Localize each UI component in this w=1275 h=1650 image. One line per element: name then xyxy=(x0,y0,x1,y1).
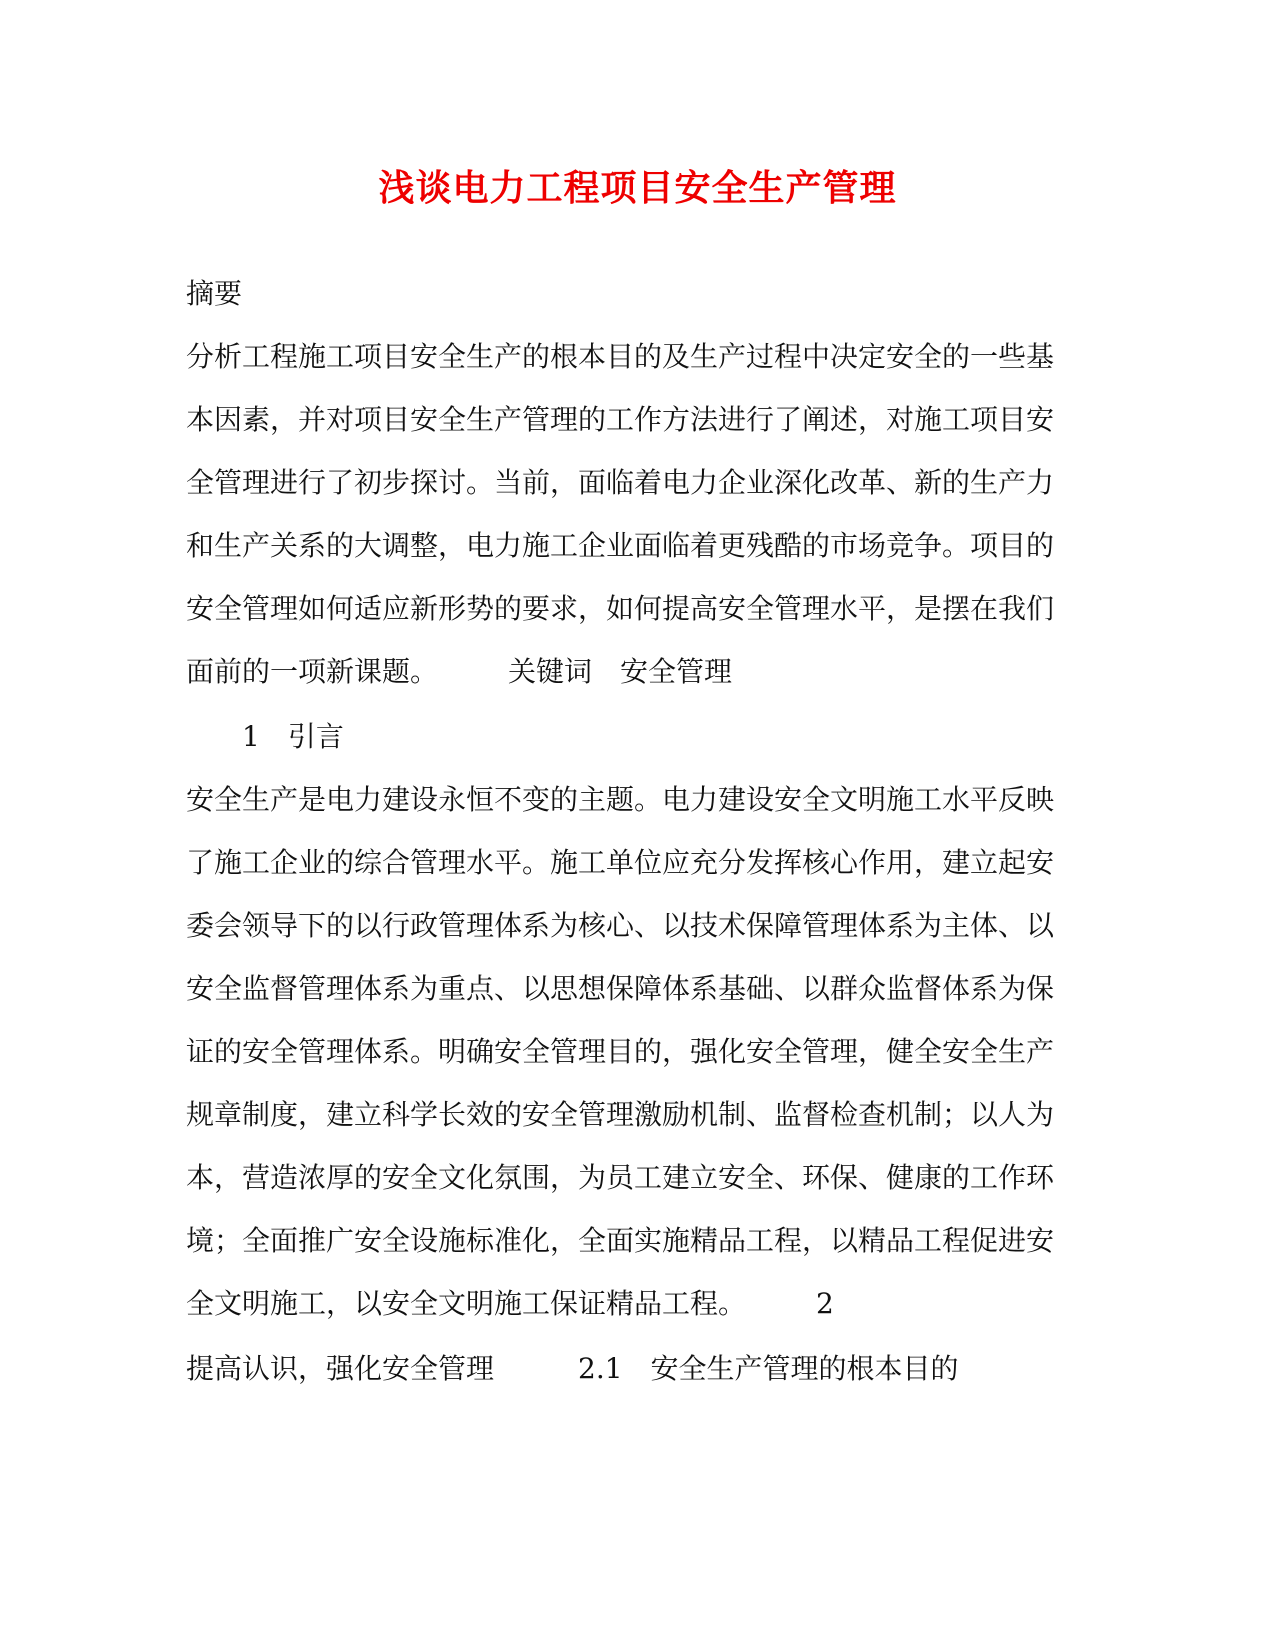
paragraph-line: 全管理进行了初步探讨。当前，面临着电力企业深化改革、新的生产力 xyxy=(186,466,1055,499)
paragraph-line: 本因素，并对项目安全生产管理的工作方法进行了阐述，对施工项目安 xyxy=(186,403,1055,436)
paragraph-line: 全文明施工，以安全文明施工保证精品工程。 2 xyxy=(186,1287,834,1320)
keywords-line: 面前的一项新课题。 关键词 安全管理 xyxy=(186,655,733,688)
paragraph-line: 境；全面推广安全设施标准化，全面实施精品工程，以精品工程促进安 xyxy=(186,1224,1055,1257)
paragraph-line: 安全生产是电力建设永恒不变的主题。电力建设安全文明施工水平反映 xyxy=(186,783,1055,816)
paragraph-line: 委会领导下的以行政管理体系为核心、以技术保障管理体系为主体、以 xyxy=(186,909,1055,942)
paragraph-line: 了施工企业的综合管理水平。施工单位应充分发挥核心作用，建立起安 xyxy=(186,846,1055,879)
section-heading-line: 提高认识，强化安全管理 2.1 安全生产管理的根本目的 xyxy=(186,1352,959,1385)
document-title: 浅谈电力工程项目安全生产管理 xyxy=(378,167,897,209)
paragraph-line: 和生产关系的大调整，电力施工企业面临着更残酷的市场竞争。项目的 xyxy=(186,529,1055,562)
paragraph-line: 规章制度，建立科学长效的安全管理激励机制、监督检查机制；以人为 xyxy=(186,1098,1055,1131)
paragraph-line: 本，营造浓厚的安全文化氛围，为员工建立安全、环保、健康的工作环 xyxy=(186,1161,1055,1194)
paragraph-line: 证的安全管理体系。明确安全管理目的，强化安全管理，健全安全生产 xyxy=(186,1035,1055,1068)
paragraph-line: 安全监督管理体系为重点、以思想保障体系基础、以群众监督体系为保 xyxy=(186,972,1055,1005)
paragraph-line: 分析工程施工项目安全生产的根本目的及生产过程中决定安全的一些基 xyxy=(186,340,1055,373)
paragraph-line: 安全管理如何适应新形势的要求，如何提高安全管理水平，是摆在我们 xyxy=(186,592,1055,625)
abstract-heading: 摘要 xyxy=(186,277,243,310)
section-heading: 1 引言 xyxy=(186,720,344,753)
